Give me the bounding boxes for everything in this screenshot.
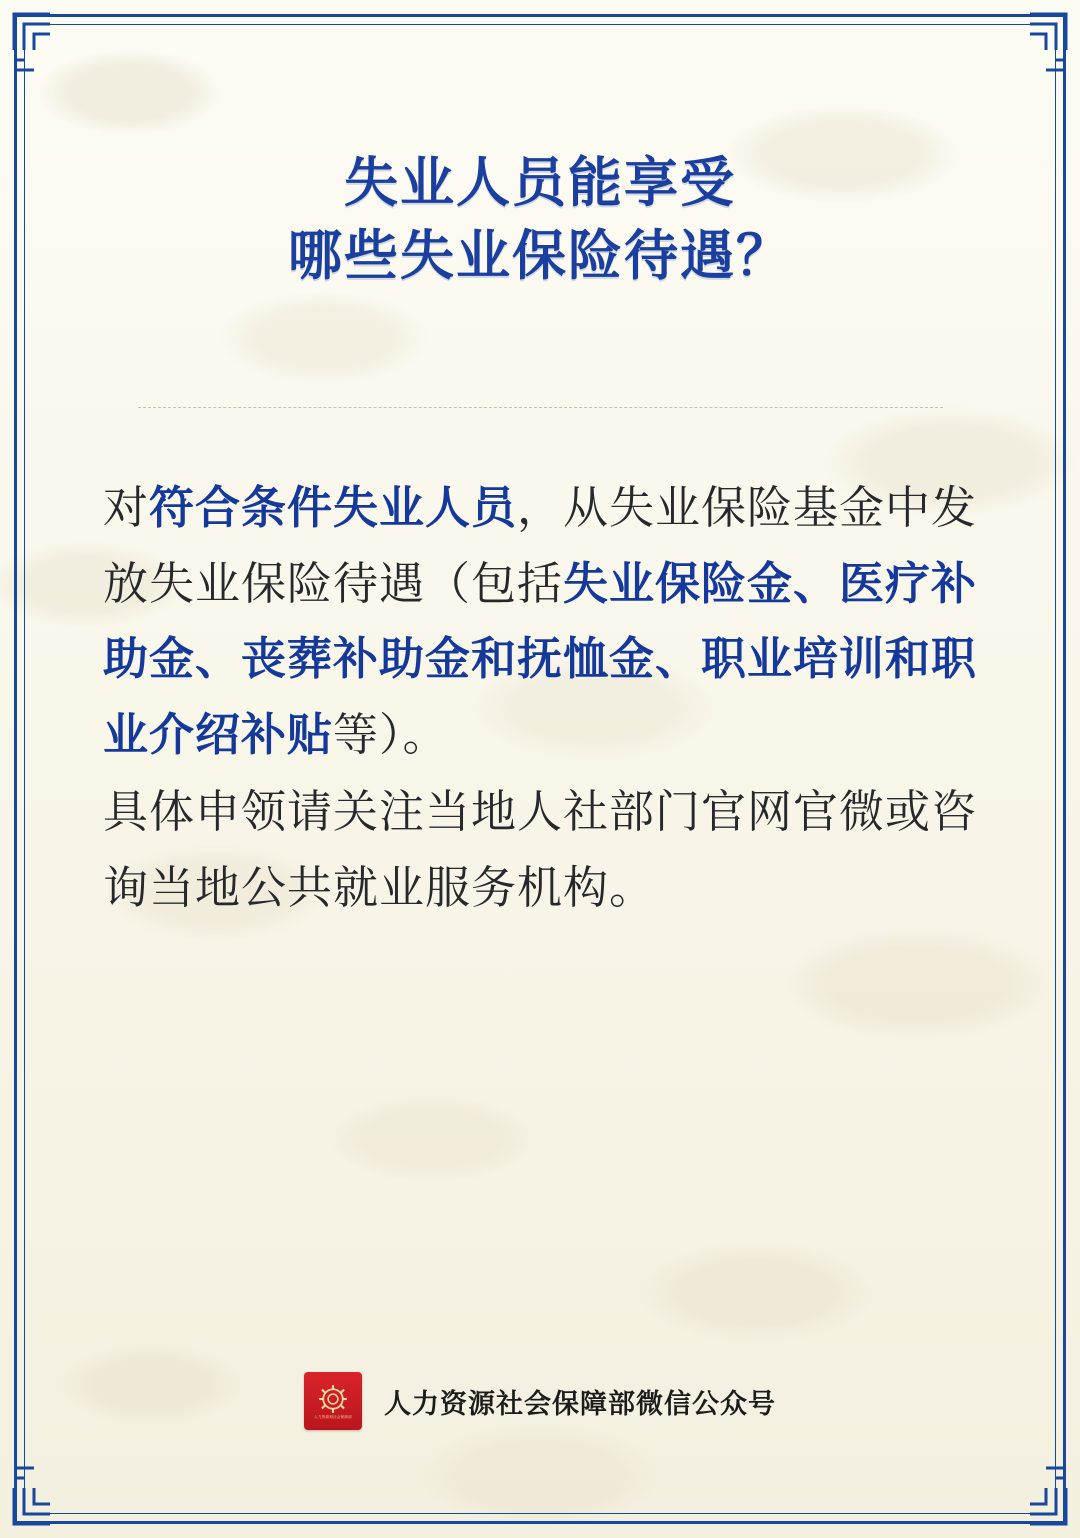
emblem-caption: 人力资源和社会保障部 (314, 1414, 352, 1420)
title-line-1: 失业人员能享受 (344, 150, 736, 215)
body-p1-segment-3: 等）。 (333, 708, 449, 760)
title-divider (138, 407, 943, 408)
footer (0, 1372, 1080, 1430)
official-account-name: 人力资源社会保障部微信公众号 (384, 1388, 776, 1420)
title-line-2: 哪些失业保险待遇？ (288, 223, 792, 288)
body-p1-segment-2: ，从失业保险基金中发放失业保险待遇（包括 (103, 481, 978, 609)
ministry-emblem-icon (304, 1372, 362, 1430)
gear-emblem-shape (318, 1384, 348, 1414)
body-paragraph-2: 具体申领请关注当地人社部门官网官微或咨询当地公共就业服务机构。 (103, 786, 978, 913)
page-title (95, 146, 985, 292)
body-text (95, 470, 985, 926)
body-p1-highlight-2: 失业保险金、医疗补助金、丧葬补助金和抚恤金、职业培训和职业介绍补贴 (103, 556, 978, 761)
body-p1-segment-1: 对 (103, 481, 150, 533)
body-paragraph-1 (103, 470, 985, 772)
body-p1-highlight-1: 符合条件失业人员 (149, 480, 518, 534)
